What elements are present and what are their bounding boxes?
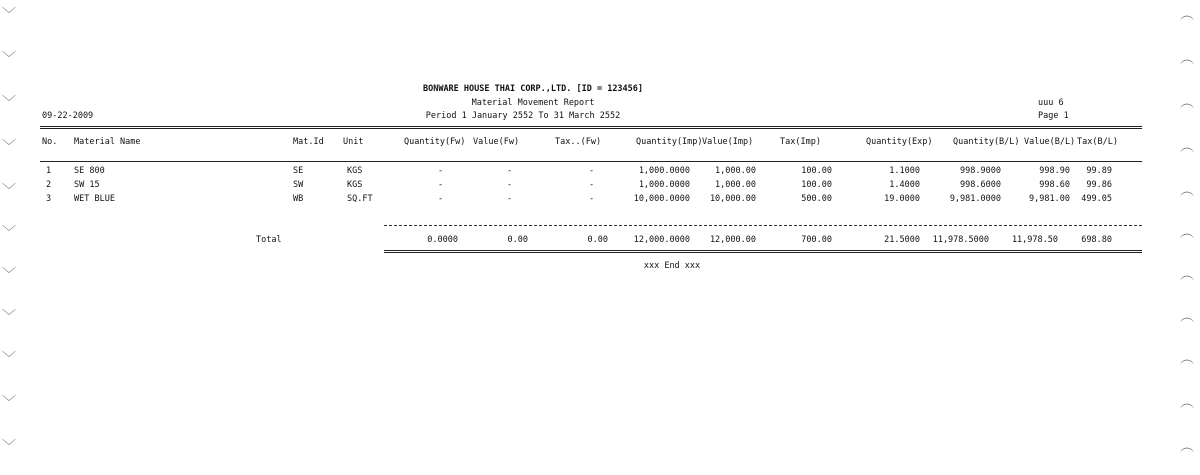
total-rule-top	[384, 225, 1142, 226]
cell-qty-fw: -	[438, 180, 444, 190]
cell-tax-fw: -	[589, 166, 595, 176]
cell-qty-exp: 19.0000	[884, 194, 920, 204]
column-header-rule	[40, 161, 1142, 162]
cell-value-imp: 10,000.00	[709, 194, 756, 204]
cell-qty-bl: 998.6000	[960, 180, 1001, 190]
cell-tax-bl: 499.05	[1081, 194, 1112, 204]
header-rule	[40, 126, 1142, 129]
cell-unit: SQ.FT	[347, 194, 373, 204]
cell-mat-id: SW	[293, 180, 304, 190]
cell-value-bl: 9,981.00	[1029, 194, 1070, 204]
cell-value-fw: -	[507, 180, 513, 190]
col-tax-fw: Tax..(Fw)	[555, 137, 602, 147]
cell-no: 2	[46, 180, 52, 190]
cell-no: 3	[46, 194, 52, 204]
cell-tax-bl: 99.86	[1086, 180, 1112, 190]
cell-tax-imp: 100.00	[801, 180, 832, 190]
company-name: BONWARE HOUSE THAI CORP.,LTD. [ID = 123456]	[422, 84, 644, 94]
col-value-imp: Value(Imp)	[702, 137, 754, 147]
cell-mat-id: WB	[293, 194, 304, 204]
cell-qty-bl: 998.9000	[960, 166, 1001, 176]
col-tax-imp: Tax(Imp)	[780, 137, 821, 147]
cell-qty-exp: 1.4000	[889, 180, 920, 190]
cell-tax-imp: 100.00	[801, 166, 832, 176]
cell-qty-fw: -	[438, 166, 444, 176]
cell-value-bl: 998.60	[1039, 180, 1070, 190]
col-value-fw: Value(Fw)	[473, 137, 520, 147]
end-marker: xxx End xxx	[643, 261, 701, 271]
cell-tax-fw: -	[589, 194, 595, 204]
page-number: Page 1	[1038, 111, 1069, 121]
col-qty-exp: Quantity(Exp)	[866, 137, 933, 147]
total-tax-fw: 0.00	[587, 235, 608, 245]
report-period: Period 1 January 2552 To 31 March 2552	[425, 111, 621, 121]
cell-material-name: WET BLUE	[74, 194, 115, 204]
cell-qty-imp: 1,000.0000	[638, 180, 690, 190]
total-tax-imp: 700.00	[801, 235, 832, 245]
cell-material-name: SE 800	[74, 166, 105, 176]
cell-unit: KGS	[347, 166, 363, 176]
total-value-fw: 0.00	[507, 235, 528, 245]
cell-qty-imp: 10,000.0000	[633, 194, 690, 204]
total-value-bl: 11,978.50	[1011, 235, 1058, 245]
form-code: uuu 6	[1038, 98, 1064, 108]
report-date: 09-22-2009	[42, 111, 94, 121]
total-qty-bl: 11,978.5000	[932, 235, 989, 245]
cell-value-fw: -	[507, 166, 513, 176]
cell-qty-fw: -	[438, 194, 444, 204]
cell-no: 1	[46, 166, 52, 176]
col-no: No.	[42, 137, 58, 147]
cell-tax-fw: -	[589, 180, 595, 190]
cell-qty-bl: 9,981.0000	[949, 194, 1001, 204]
total-label: Total	[256, 235, 282, 245]
col-material-name: Material Name	[74, 137, 141, 147]
report-title: Material Movement Report	[471, 98, 595, 108]
col-qty-fw: Quantity(Fw)	[404, 137, 466, 147]
col-tax-bl: Tax(B/L)	[1077, 137, 1118, 147]
col-qty-bl: Quantity(B/L)	[953, 137, 1020, 147]
cell-mat-id: SE	[293, 166, 304, 176]
cell-material-name: SW 15	[74, 180, 100, 190]
total-value-imp: 12,000.00	[709, 235, 756, 245]
cell-qty-exp: 1.1000	[889, 166, 920, 176]
cell-value-imp: 1,000.00	[715, 180, 756, 190]
cell-unit: KGS	[347, 180, 363, 190]
col-value-bl: Value(B/L)	[1024, 137, 1076, 147]
col-qty-imp: Quantity(Imp)	[636, 137, 703, 147]
total-qty-imp: 12,000.0000	[633, 235, 690, 245]
cell-value-fw: -	[507, 194, 513, 204]
cell-value-imp: 1,000.00	[715, 166, 756, 176]
total-rule-bottom	[384, 250, 1142, 253]
col-mat-id: Mat.Id	[293, 137, 324, 147]
total-tax-bl: 698.80	[1081, 235, 1112, 245]
cell-qty-imp: 1,000.0000	[638, 166, 690, 176]
total-qty-fw: 0.0000	[427, 235, 458, 245]
cell-value-bl: 998.90	[1039, 166, 1070, 176]
cell-tax-imp: 500.00	[801, 194, 832, 204]
col-unit: Unit	[343, 137, 364, 147]
cell-tax-bl: 99.89	[1086, 166, 1112, 176]
total-qty-exp: 21.5000	[884, 235, 920, 245]
